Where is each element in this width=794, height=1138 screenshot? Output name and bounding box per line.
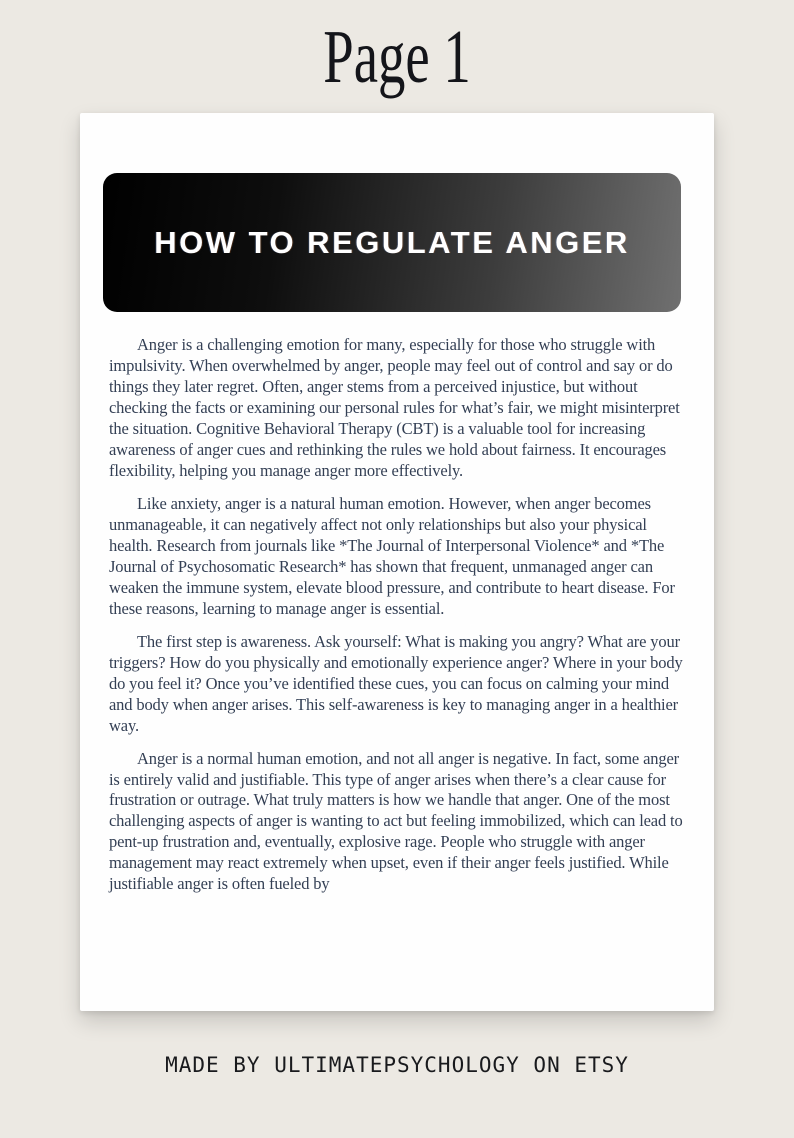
page-label: Page 1 [323,15,471,99]
paragraph-1: Anger is a challenging emotion for many, especially for those who struggle with impulsivity. When overwhelmed by anger, people may feel out of control and say or do things they later regret. Often, anger stems from a perceived injustice, but without checking the facts or examining our personal rules for what’s fair, we might misinterpret the situation. Cognitive Behavioral Therapy (CBT) is a valuable tool for increasing awareness of anger cues and rethinking the rules we hold about fairness. It encourages flexibility, helping you manage anger more effectively. [109,335,680,481]
paragraph-4: Anger is a normal human emotion, and not all anger is negative. In fact, some anger is entirely valid and justifiable. This type of anger arises when there’s a clear cause for frustration or outrage. What truly matters is how we handle that anger. One of the most challenging aspects of anger is wanting to act but feeling immobilized, which can lead to pent-up frustration and, eventually, explosive rage. People who struggle with anger management may react extremely when upset, even if their anger feels justified. While justifiable anger is often fueled by [109,748,683,894]
banner-title: HOW TO REGULATE ANGER [154,224,630,260]
footer-credit: MADE BY ULTIMATEPSYCHOLOGY ON ETSY [165,1053,629,1078]
document-page [80,113,714,1011]
paragraph-2: Like anxiety, anger is a natural human emotion. However, when anger becomes unmanageable, it can negatively affect not only relationships but also your physical health. Research from journals like *The Journal of Interpersonal Violence* and *The Journal of Psychosomatic Research* has shown that frequent, unmanaged anger can weaken the immune system, elevate blood pressure, and contribute to heart disease. For these reasons, learning to manage anger is essential. [109,494,675,618]
title-banner [103,173,681,312]
product-preview [0,14,794,1138]
document-body [109,335,686,895]
paragraph-3: The first step is awareness. Ask yourself: What is making you angry? What are your triggers? How do you physically and emotionally experience anger? Where in your body do you feel it? Once you’ve identified these cues, you can focus on calming your mind and body when anger arises. This self-awareness is key to managing anger in a healthier way. [109,631,683,735]
